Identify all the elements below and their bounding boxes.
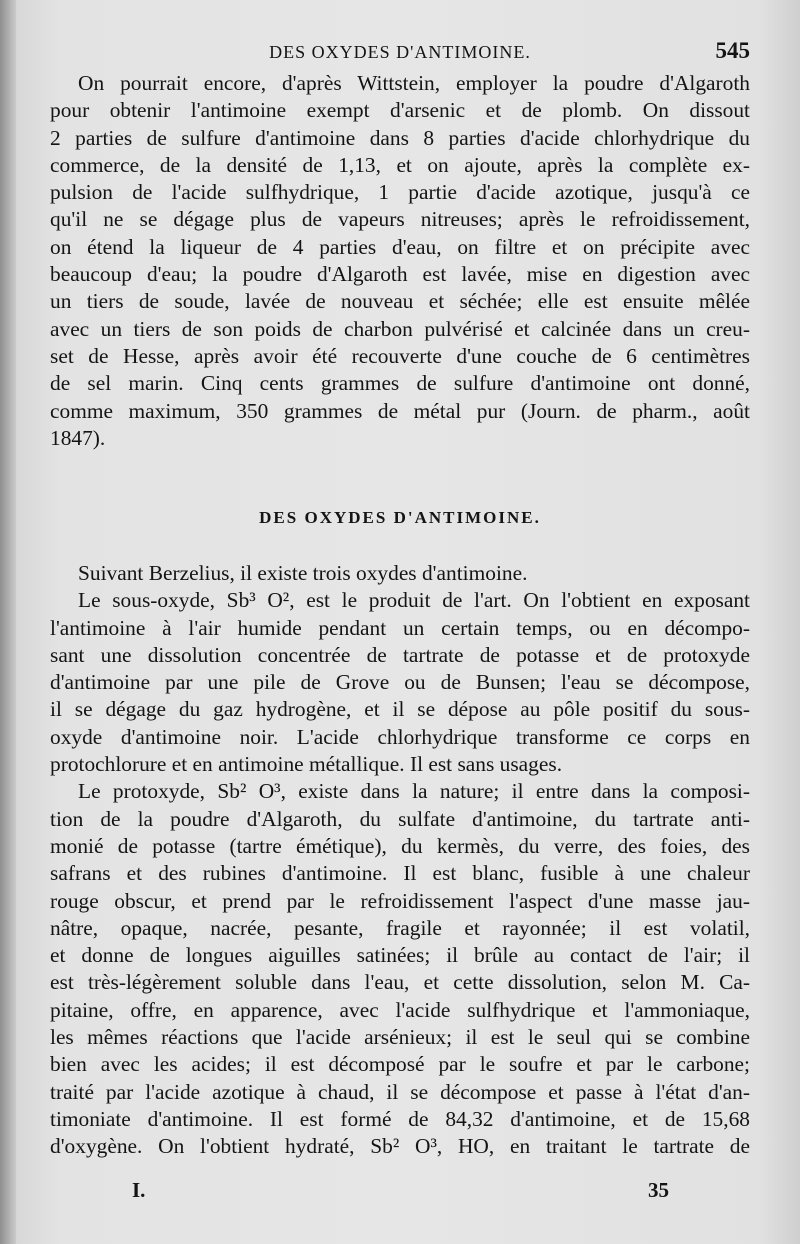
text-line: bien avec les acides; il est décomposé par le soufre et par le carbone; — [50, 1052, 750, 1077]
text-line: il se dégage du gaz hydrogène, et il se dépose au pôle positif du sous- — [50, 697, 750, 722]
text-line: traité par l'acide azotique à chaud, il se décompose et passe à l'état d'an- — [50, 1079, 750, 1104]
paragraph-algaroth — [50, 70, 750, 452]
text-line: commerce, de la densité de 1,13, et on ajoute, après la complète ex- — [50, 152, 750, 177]
text-line: pitaine, offre, en apparence, avec l'acide sulfhydrique et l'ammoniaque, — [50, 997, 750, 1022]
text-line: sant une dissolution concentrée de tartrate de potasse et de protoxyde — [50, 642, 750, 667]
text-line: et donne de longues aiguilles satinées; il brûle au contact de l'air; il — [50, 943, 750, 968]
text-line: les mêmes réactions que l'acide arsénieux; il est le seul qui se combine — [50, 1025, 750, 1050]
text-line: beaucoup d'eau; la poudre d'Algaroth est lavée, mise en digestion avec — [50, 262, 750, 287]
text-line: oxyde d'antimoine noir. L'acide chlorhydrique transforme ce corps en — [50, 724, 750, 749]
page-gutter-shadow — [0, 0, 16, 1244]
section-body — [50, 560, 750, 1161]
signature-mark: I. — [132, 1178, 146, 1202]
text-line: timoniate d'antimoine. Il est formé de 84,32 d'antimoine, et de 15,68 — [50, 1106, 750, 1131]
text-line: nâtre, opaque, nacrée, pesante, fragile et rayonnée; il est volatil, — [50, 915, 750, 940]
text-line: set de Hesse, après avoir été recouverte d'une couche de 6 centimètres — [50, 343, 750, 368]
text-line: avec un tiers de son poids de charbon pulvérisé et calcinée dans un creu- — [50, 316, 750, 341]
text-line: de sel marin. Cinq cents grammes de sulfure d'antimoine ont donné, — [50, 371, 750, 396]
text-line: rouge obscur, et prend par le refroidissement l'aspect d'une masse jau- — [50, 888, 750, 913]
paragraph-berzelius: Suivant Berzelius, il existe trois oxydes d'antimoine. — [78, 561, 528, 585]
sheet-number: 35 — [648, 1178, 669, 1202]
text-line: safrans et des rubines d'antimoine. Il est blanc, fusible à une chaleur — [50, 861, 750, 886]
text-line: comme maximum, 350 grammes de métal pur (Journ. de pharm., août — [50, 398, 750, 423]
text-line: on étend la liqueur de 4 parties d'eau, on filtre et on précipite avec — [50, 234, 750, 259]
text-line: 1847). — [50, 425, 106, 450]
running-head — [50, 38, 750, 68]
text-line: d'oxygène. On l'obtient hydraté, Sb² O³, HO, en traitant le tartrate de — [50, 1134, 750, 1159]
text-line: qu'il ne se dégage plus de vapeurs nitreuses; après le refroidissement, — [50, 207, 750, 232]
text-line: 2 parties de sulfure d'antimoine dans 8 parties d'acide chlorhydrique du — [50, 125, 750, 150]
text-line: tion de la poudre d'Algaroth, du sulfate d'antimoine, du tartrate anti- — [50, 806, 750, 831]
page-footer — [50, 1178, 750, 1208]
section-heading: DES OXYDES D'ANTIMOINE. — [259, 508, 541, 527]
text-line: pour obtenir l'antimoine exempt d'arsenic et de plomb. On dissout — [50, 98, 750, 123]
text-line: monié de potasse (tartre émétique), du kermès, du verre, des foies, des — [50, 833, 750, 858]
text-line: un tiers de soude, lavée de nouveau et séchée; elle est ensuite mêlée — [50, 289, 750, 314]
text-line: d'antimoine par une pile de Grove ou de Bunsen; l'eau se décompose, — [50, 670, 750, 695]
running-title: DES OXYDES D'ANTIMOINE. — [269, 42, 531, 62]
text-line: l'antimoine à l'air humide pendant un certain temps, ou en décompo- — [50, 615, 750, 640]
text-line: est très-légèrement soluble dans l'eau, et cette dissolution, selon M. Ca- — [50, 970, 750, 995]
text-line: pulsion de l'acide sulfhydrique, 1 partie d'acide azotique, jusqu'à ce — [50, 180, 750, 205]
text-line: On pourrait encore, d'après Wittstein, employer la poudre d'Algaroth — [78, 71, 750, 95]
page-number: 545 — [715, 38, 750, 63]
text-line: Le sous-oxyde, Sb³ O², est le produit de l'art. On l'obtient en exposant — [78, 588, 750, 613]
text-line: protochlorure et en antimoine métallique. Il est sans usages. — [50, 752, 563, 777]
text-line: Le protoxyde, Sb² O³, existe dans la nature; il entre dans la composi- — [78, 779, 750, 804]
